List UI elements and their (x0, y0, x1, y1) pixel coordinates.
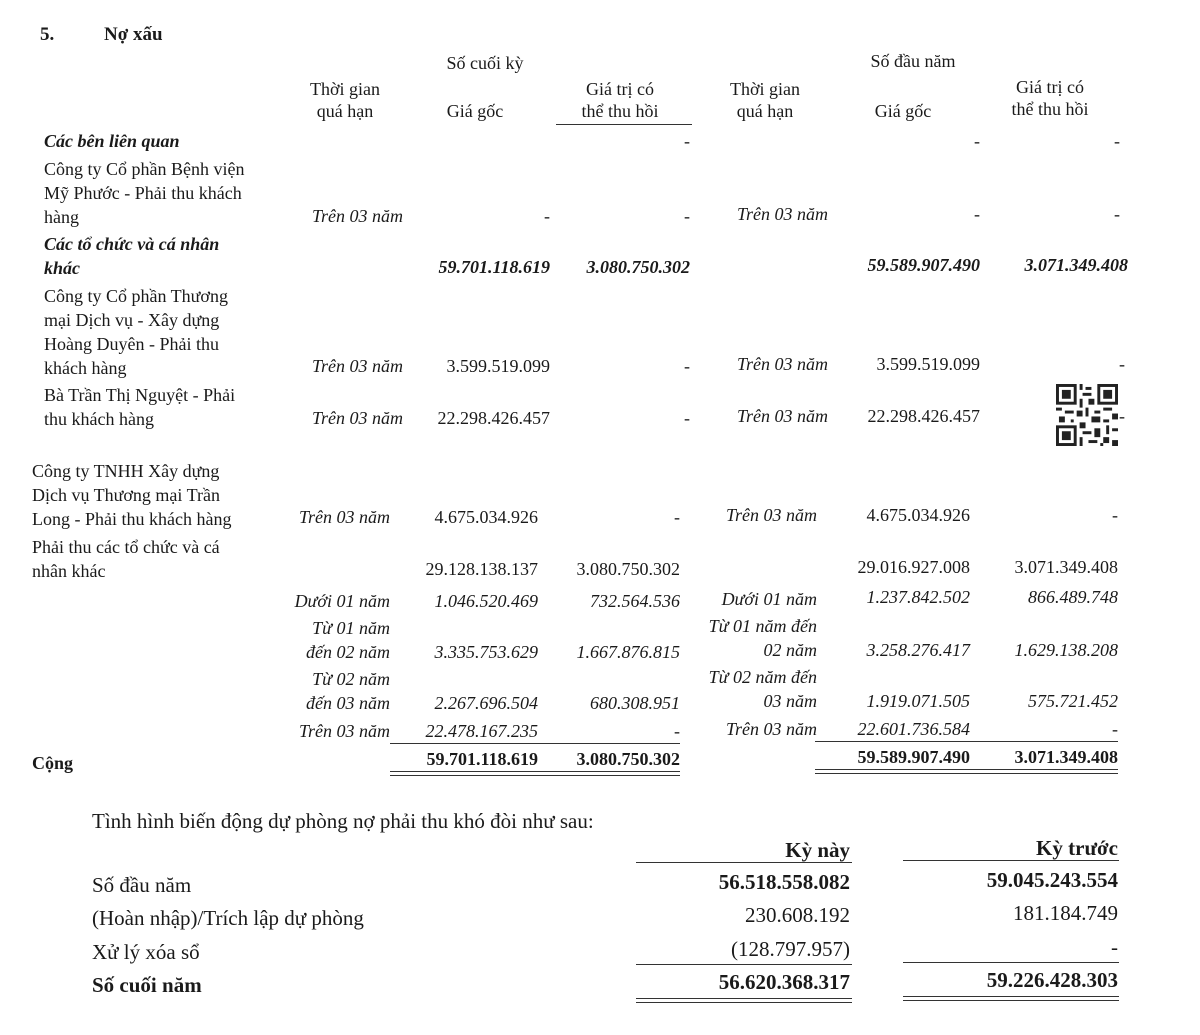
cell-start-cost: 1.919.071.505 (866, 691, 970, 711)
provision-header-rule-prior (903, 860, 1119, 861)
cell-end-cost: 22.478.167.235 (425, 721, 538, 741)
provision-row-label: (Hoàn nhập)/Trích lập dự phòng (92, 906, 364, 930)
cell-start-recover: 575.721.452 (1028, 691, 1118, 711)
provision-row-prior: 181.184.749 (1013, 901, 1118, 925)
cell-end-recover: 1.667.876.815 (576, 642, 680, 662)
provision-total-rule-current (636, 964, 852, 965)
cell-end-cost: 3.335.753.629 (434, 642, 538, 662)
col-end-overdue-l2: quá hạn (316, 101, 374, 121)
cell-start-recover: - (1119, 354, 1125, 374)
total-double-rule-end (390, 771, 680, 776)
cell-start-cost: 59.589.907.490 (857, 747, 970, 767)
header-end-of-period: Số cuối kỳ (446, 53, 524, 73)
col-start-recover-l1: Giá trị có (1016, 77, 1084, 97)
cell-end-cost: 59.701.118.619 (426, 749, 538, 769)
provision-header-rule-current (636, 862, 852, 863)
cell-end-cost: 1.046.520.469 (434, 591, 538, 611)
provision-row-current: 230.608.192 (745, 903, 850, 927)
cell-start-cost: - (974, 131, 980, 151)
cell-start-recover: - (1114, 131, 1120, 151)
cell-start-cost: - (974, 204, 980, 224)
total-label: Cộng (32, 753, 74, 773)
row-label: Công ty TNHH Xây dựng (32, 461, 220, 481)
row-label: thu khách hàng (44, 409, 154, 429)
col-start-overdue-l2: quá hạn (736, 101, 794, 121)
cell-start-overdue: Trên 03 năm (736, 406, 828, 426)
provision-total-current: 56.620.368.317 (718, 970, 850, 994)
row-label: Long - Phải thu khách hàng (32, 509, 232, 529)
cell-start-overdue: Trên 03 năm (725, 505, 817, 525)
cell-start-overdue: Trên 03 năm (725, 719, 817, 739)
provision-double-rule-current (636, 998, 852, 1003)
provision-col-current: Kỳ này (785, 838, 850, 862)
provision-col-prior: Kỳ trước (1036, 836, 1118, 860)
cell-start-overdue: 02 năm (763, 640, 817, 660)
cell-start-recover: 866.489.748 (1028, 587, 1118, 607)
row-label: Dịch vụ Thương mại Trần (32, 485, 220, 505)
row-label: Mỹ Phước - Phải thu khách (44, 183, 242, 203)
cell-start-cost: 29.016.927.008 (857, 557, 970, 577)
cell-end-recover: 732.564.536 (590, 591, 680, 611)
provision-total-label: Số cuối năm (92, 973, 202, 997)
row-label: hàng (44, 207, 79, 227)
row-label: Công ty Cổ phần Thương (44, 286, 228, 306)
cell-start-recover: - (1112, 505, 1118, 525)
cell-end-overdue: Trên 03 năm (298, 507, 390, 527)
provision-double-rule-prior (903, 996, 1119, 1001)
cell-end-recover: - (684, 408, 690, 428)
cell-end-overdue: Từ 01 năm (312, 618, 390, 638)
cell-end-cost: 29.128.138.137 (425, 559, 538, 579)
cell-start-cost: 59.589.907.490 (867, 255, 980, 275)
row-label: Các tổ chức và cá nhân (44, 234, 220, 254)
provision-row-current: 56.518.558.082 (718, 870, 850, 894)
cell-end-overdue: đến 03 năm (306, 693, 390, 713)
cell-end-cost: 4.675.034.926 (434, 507, 538, 527)
col-end-recover-l2: thể thu hồi (581, 101, 659, 121)
cell-end-overdue: Dưới 01 năm (294, 591, 390, 611)
provision-row-prior: 59.045.243.554 (986, 868, 1118, 892)
cell-end-recover: - (674, 507, 680, 527)
col-start-recover-l2: thể thu hồi (1011, 99, 1089, 119)
row-label: khác (44, 258, 80, 278)
provision-intro: Tình hình biến động dự phòng nợ phải thu khó đòi như sau: (92, 809, 594, 833)
cell-end-recover: - (684, 356, 690, 376)
row-label: mại Dịch vụ - Xây dựng (44, 310, 220, 330)
cell-end-recover: 680.308.951 (590, 693, 680, 713)
header-start-of-year: Số đầu năm (870, 51, 956, 71)
cell-end-overdue: Từ 02 năm (312, 669, 390, 689)
cell-end-overdue: Trên 03 năm (298, 721, 390, 741)
row-label: Phải thu các tổ chức và cá (32, 537, 220, 557)
cell-start-overdue: Từ 01 năm đến (708, 616, 817, 636)
cell-start-recover: 3.071.349.408 (1014, 557, 1118, 577)
cell-end-recover: 3.080.750.302 (586, 257, 690, 277)
cell-start-cost: 4.675.034.926 (866, 505, 970, 525)
total-double-rule-start (815, 769, 1118, 774)
cell-end-cost: 22.298.426.457 (437, 408, 550, 428)
col-start-overdue-l1: Thời gian (729, 79, 800, 99)
header-rule-end (556, 124, 692, 125)
provision-total-rule-prior (903, 962, 1119, 963)
cell-start-cost: 3.599.519.099 (876, 354, 980, 374)
cell-start-recover: - (1119, 406, 1125, 426)
cell-start-overdue: Từ 02 năm đến (708, 667, 817, 687)
cell-end-overdue: Trên 03 năm (311, 356, 403, 376)
row-label: Công ty Cổ phần Bệnh viện (44, 159, 245, 179)
cell-end-overdue: Trên 03 năm (311, 408, 403, 428)
cell-start-recover: 3.071.349.408 (1024, 255, 1128, 275)
cell-end-cost: - (544, 206, 550, 226)
cell-start-overdue: Trên 03 năm (736, 204, 828, 224)
cell-end-cost: 59.701.118.619 (438, 257, 550, 277)
total-rule-start (815, 741, 1118, 742)
col-end-cost: Giá gốc (446, 101, 504, 121)
row-label: nhân khác (32, 561, 106, 581)
row-label: khách hàng (44, 358, 127, 378)
cell-start-overdue: Dưới 01 năm (721, 589, 817, 609)
cell-start-recover: - (1112, 719, 1118, 739)
col-end-recover-l1: Giá trị có (586, 79, 654, 99)
cell-end-recover: - (684, 206, 690, 226)
total-rule-end (390, 743, 680, 744)
row-label: Các bên liên quan (44, 131, 180, 151)
section-title: Nợ xấu (104, 24, 163, 45)
cell-start-cost: 22.298.426.457 (867, 406, 980, 426)
row-label: Hoàng Duyên - Phải thu (44, 334, 219, 354)
col-start-cost: Giá gốc (874, 101, 932, 121)
cell-end-recover: - (674, 721, 680, 741)
cell-start-overdue: 03 năm (763, 691, 817, 711)
provision-row-current: (128.797.957) (731, 937, 850, 961)
cell-end-recover: 3.080.750.302 (576, 559, 680, 579)
cell-end-cost: 2.267.696.504 (434, 693, 538, 713)
col-end-overdue-l1: Thời gian (309, 79, 380, 99)
cell-start-overdue: Trên 03 năm (736, 354, 828, 374)
cell-start-recover: - (1114, 204, 1120, 224)
cell-start-recover: 3.071.349.408 (1014, 747, 1118, 767)
provision-row-prior: - (1111, 935, 1118, 959)
cell-end-cost: 3.599.519.099 (446, 356, 550, 376)
cell-end-recover: - (684, 131, 690, 151)
provision-row-label: Xử lý xóa sổ (92, 940, 200, 964)
cell-end-recover: 3.080.750.302 (576, 749, 680, 769)
qr-code-icon (1056, 384, 1118, 446)
provision-row-label: Số đầu năm (92, 873, 192, 897)
section-number: 5. (40, 24, 55, 45)
cell-start-cost: 1.237.842.502 (866, 587, 970, 607)
row-label: Bà Trần Thị Nguyệt - Phải (44, 385, 236, 405)
cell-start-cost: 22.601.736.584 (857, 719, 970, 739)
cell-end-overdue: đến 02 năm (306, 642, 390, 662)
cell-end-overdue: Trên 03 năm (311, 206, 403, 226)
provision-total-prior: 59.226.428.303 (986, 968, 1118, 992)
cell-start-recover: 1.629.138.208 (1014, 640, 1118, 660)
cell-start-cost: 3.258.276.417 (866, 640, 970, 660)
